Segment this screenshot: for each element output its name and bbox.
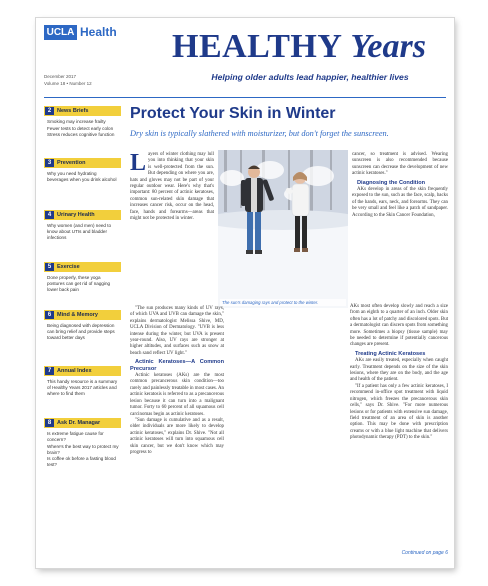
- sidebar-heading: [44, 418, 121, 428]
- teaser-line: Stress reduces cognitive function: [47, 132, 115, 137]
- sidebar-item-ask-dr[interactable]: [44, 418, 121, 469]
- page-number-badge: 4: [45, 211, 54, 219]
- newsletter-page: [36, 18, 454, 568]
- photo-caption: The sun's damaging rays and protect to the winter.: [220, 299, 346, 307]
- issue-date: December 2017: [44, 74, 77, 79]
- sidebar-heading-label: Prevention: [57, 160, 86, 166]
- article-paragraph: ayers of winter clothing may lull you into thinking that your skin is well-protected from the sun. But depending on where you are, hats and gloves may not be part of your regular outdoor wear. Here's why that's important: 80 percent of actinic keratoses, common sun-related skin damage that increases cancer risk, occur on the head, face, hands and forearms—areas that might not be protected in winter.: [130, 152, 214, 222]
- sidebar-heading: [44, 210, 121, 220]
- subhead-actinic: Actinic Keratoses—A Common Precursor: [130, 359, 224, 372]
- subhead-diagnosing: Diagnosing the Condition: [357, 179, 426, 186]
- teaser-line: Being diagnosed with depression can bring relief and provide steps toward better days: [47, 323, 115, 340]
- article-column-3: [350, 304, 448, 442]
- tagline: Helping older adults lead happier, healthier lives: [211, 72, 409, 82]
- continued-link[interactable]: Continued on page 6: [401, 550, 448, 556]
- article-paragraph: "The sun produces many kinds of UV rays, of which UVA and UVB can damage the skin," explains dermatologist Melissa Shive, MD, UCLA Division of Dermatology. "UVB is less intense during the winter, but UVA is present year-round. Also, UV rays are stronger at higher altitudes, and surfaces such as snow at beach sand reflect UV light.": [130, 306, 224, 356]
- article-deck: Dry skin is typically slathered with moisturizer, but don't forget the sunscreen.: [130, 129, 389, 138]
- sidebar-heading: [44, 158, 121, 168]
- sidebar-teaser: [44, 428, 121, 468]
- sidebar-heading-label: Exercise: [57, 264, 80, 270]
- main-article: [130, 104, 448, 564]
- page-number-badge: 6: [45, 311, 54, 319]
- teaser-line: Why you need hydrating beverages when you drink alcohol: [47, 171, 117, 182]
- sidebar-heading-label: News Briefs: [57, 108, 89, 114]
- article-headline: Protect Your Skin in Winter: [130, 105, 336, 122]
- sidebar-heading: [44, 106, 121, 116]
- article-paragraph: Actinic keratoses (AKs) are the most common precancerous skin condition—too rarely and painlessly treatable in most cases. An actinic keratosis is referred to as a precancerous lesion because it can turn into a malignant tumor. Forty to 60 percent of all squamous cell carcinomas begin as actinic keratoses.: [130, 373, 224, 417]
- drop-cap: L: [130, 150, 147, 176]
- teaser-line: This handy resource is a summary of Healthy Years 2017 articles and where to find them: [47, 379, 118, 396]
- teaser-line: Fewer tests to detect early colon: [47, 125, 114, 131]
- article-paragraph: AKs develop in areas of the skin frequently exposed to the sun, such as the face, scalp, backs of the hands, ears, neck, and forearms. They can be very small and feel like a patch of sandpaper. According to the Skin Cancer Foundation,: [352, 187, 448, 218]
- sidebar-heading: [44, 366, 121, 376]
- page-number-badge: 7: [45, 367, 54, 375]
- sidebar-heading-label: Annual Index: [57, 368, 92, 374]
- teaser-line: Smoking may increase frailty: [47, 119, 106, 124]
- sidebar-item-mind-memory[interactable]: [44, 310, 121, 342]
- masthead-divider: [44, 97, 446, 98]
- article-paragraph: "If a patient has only a few actinic keratoses, I recommend in-office spot treatment with liquid nitrogen, which freezes the precancerous skin cells," says Dr. Shive. "For more numerous lesions or for patients with extensive sun damage, field treatment of an area of skin is another option. This may be done with prescription creams or with a blue light machine that delivers photodynamic therapy (PDT) to the skin.": [350, 383, 448, 441]
- teaser-line: Where's the best way to protect my brain?: [47, 443, 119, 455]
- sidebar-item-news-briefs[interactable]: [44, 106, 121, 139]
- page-number-badge: 3: [45, 159, 54, 167]
- masthead: [36, 18, 454, 98]
- sidebar-heading: [44, 262, 121, 272]
- teaser-line: Why women (and men) need to know about UTIs and bladder infections: [47, 223, 112, 240]
- sidebar-heading-label: Mind & Memory: [57, 312, 98, 318]
- article-column-1-lower: [130, 306, 224, 456]
- article-paragraph: "Sun damage is cumulative and as a result, older individuals are more likely to develop actinic keratoses," explains Dr. Shive. "Not all actinic keratoses will turn into squamous cell skin cancer, but we don't know which may progress to: [130, 417, 224, 455]
- health-wordmark: Health: [80, 25, 117, 39]
- sidebar-heading-label: Urinary Health: [57, 212, 95, 218]
- sidebar-teaser: [44, 116, 121, 138]
- issue-volume: Volume 18 • Number 12: [44, 81, 92, 86]
- photo-illustration: [218, 150, 348, 308]
- subhead-treating: Treating Actinic Keratoses: [355, 350, 426, 357]
- sidebar-item-exercise[interactable]: [44, 262, 121, 294]
- teaser-line: Is extreme fatigue cause for concern?: [47, 431, 104, 442]
- teaser-line: Is coffee ok before a fasting blood test?: [47, 456, 116, 467]
- sidebar-item-annual-index[interactable]: [44, 366, 121, 398]
- sidebar-teaser: [44, 272, 121, 293]
- article-paragraph: cancer, so treatment is advised. Wearing sunscreen is also recommended because sunscreen can decrease the development of new actinic keratoses.": [352, 152, 448, 177]
- sidebar-item-urinary-health[interactable]: [44, 210, 121, 242]
- page-number-badge: 8: [45, 419, 54, 427]
- sidebar-teaser: [44, 376, 121, 397]
- newsletter-title: [172, 26, 447, 68]
- couple-in-snow-photo: [218, 150, 348, 308]
- article-paragraph: AKs are easily treated, especially when caught early. Treatment depends on the size of the skin lesions, where they are on the body, and the age and health of the patient.: [350, 358, 448, 383]
- sidebar-heading: [44, 310, 121, 320]
- page-number-badge: 5: [45, 263, 54, 271]
- title-healthy: HEALTHY: [172, 28, 343, 65]
- article-column-2: [352, 152, 448, 219]
- article-paragraph: AKs most often develop slowly and reach a size from an eighth to a quarter of an inch. Older skin often has a lot of patchy and discolored spots. But a dermatologist can discern spots from something more. Sometimes a biopsy (tissue sample) may be needed to determine if potentially cancerous changes are present.: [350, 304, 448, 348]
- ucla-logo: UCLA: [44, 25, 77, 40]
- teaser-line: Done properly, these yoga postures can get rid of nagging lower back pain: [47, 275, 111, 292]
- sidebar-teaser: [44, 220, 121, 241]
- page-number-badge: 2: [45, 107, 54, 115]
- sidebar-teaser: [44, 320, 121, 341]
- sidebar-teaser: [44, 168, 121, 183]
- title-years: Years: [350, 28, 426, 65]
- sidebar-heading-label: Ask Dr. Managar: [57, 420, 101, 426]
- sidebar-item-prevention[interactable]: [44, 158, 121, 184]
- article-column-1: [130, 152, 214, 222]
